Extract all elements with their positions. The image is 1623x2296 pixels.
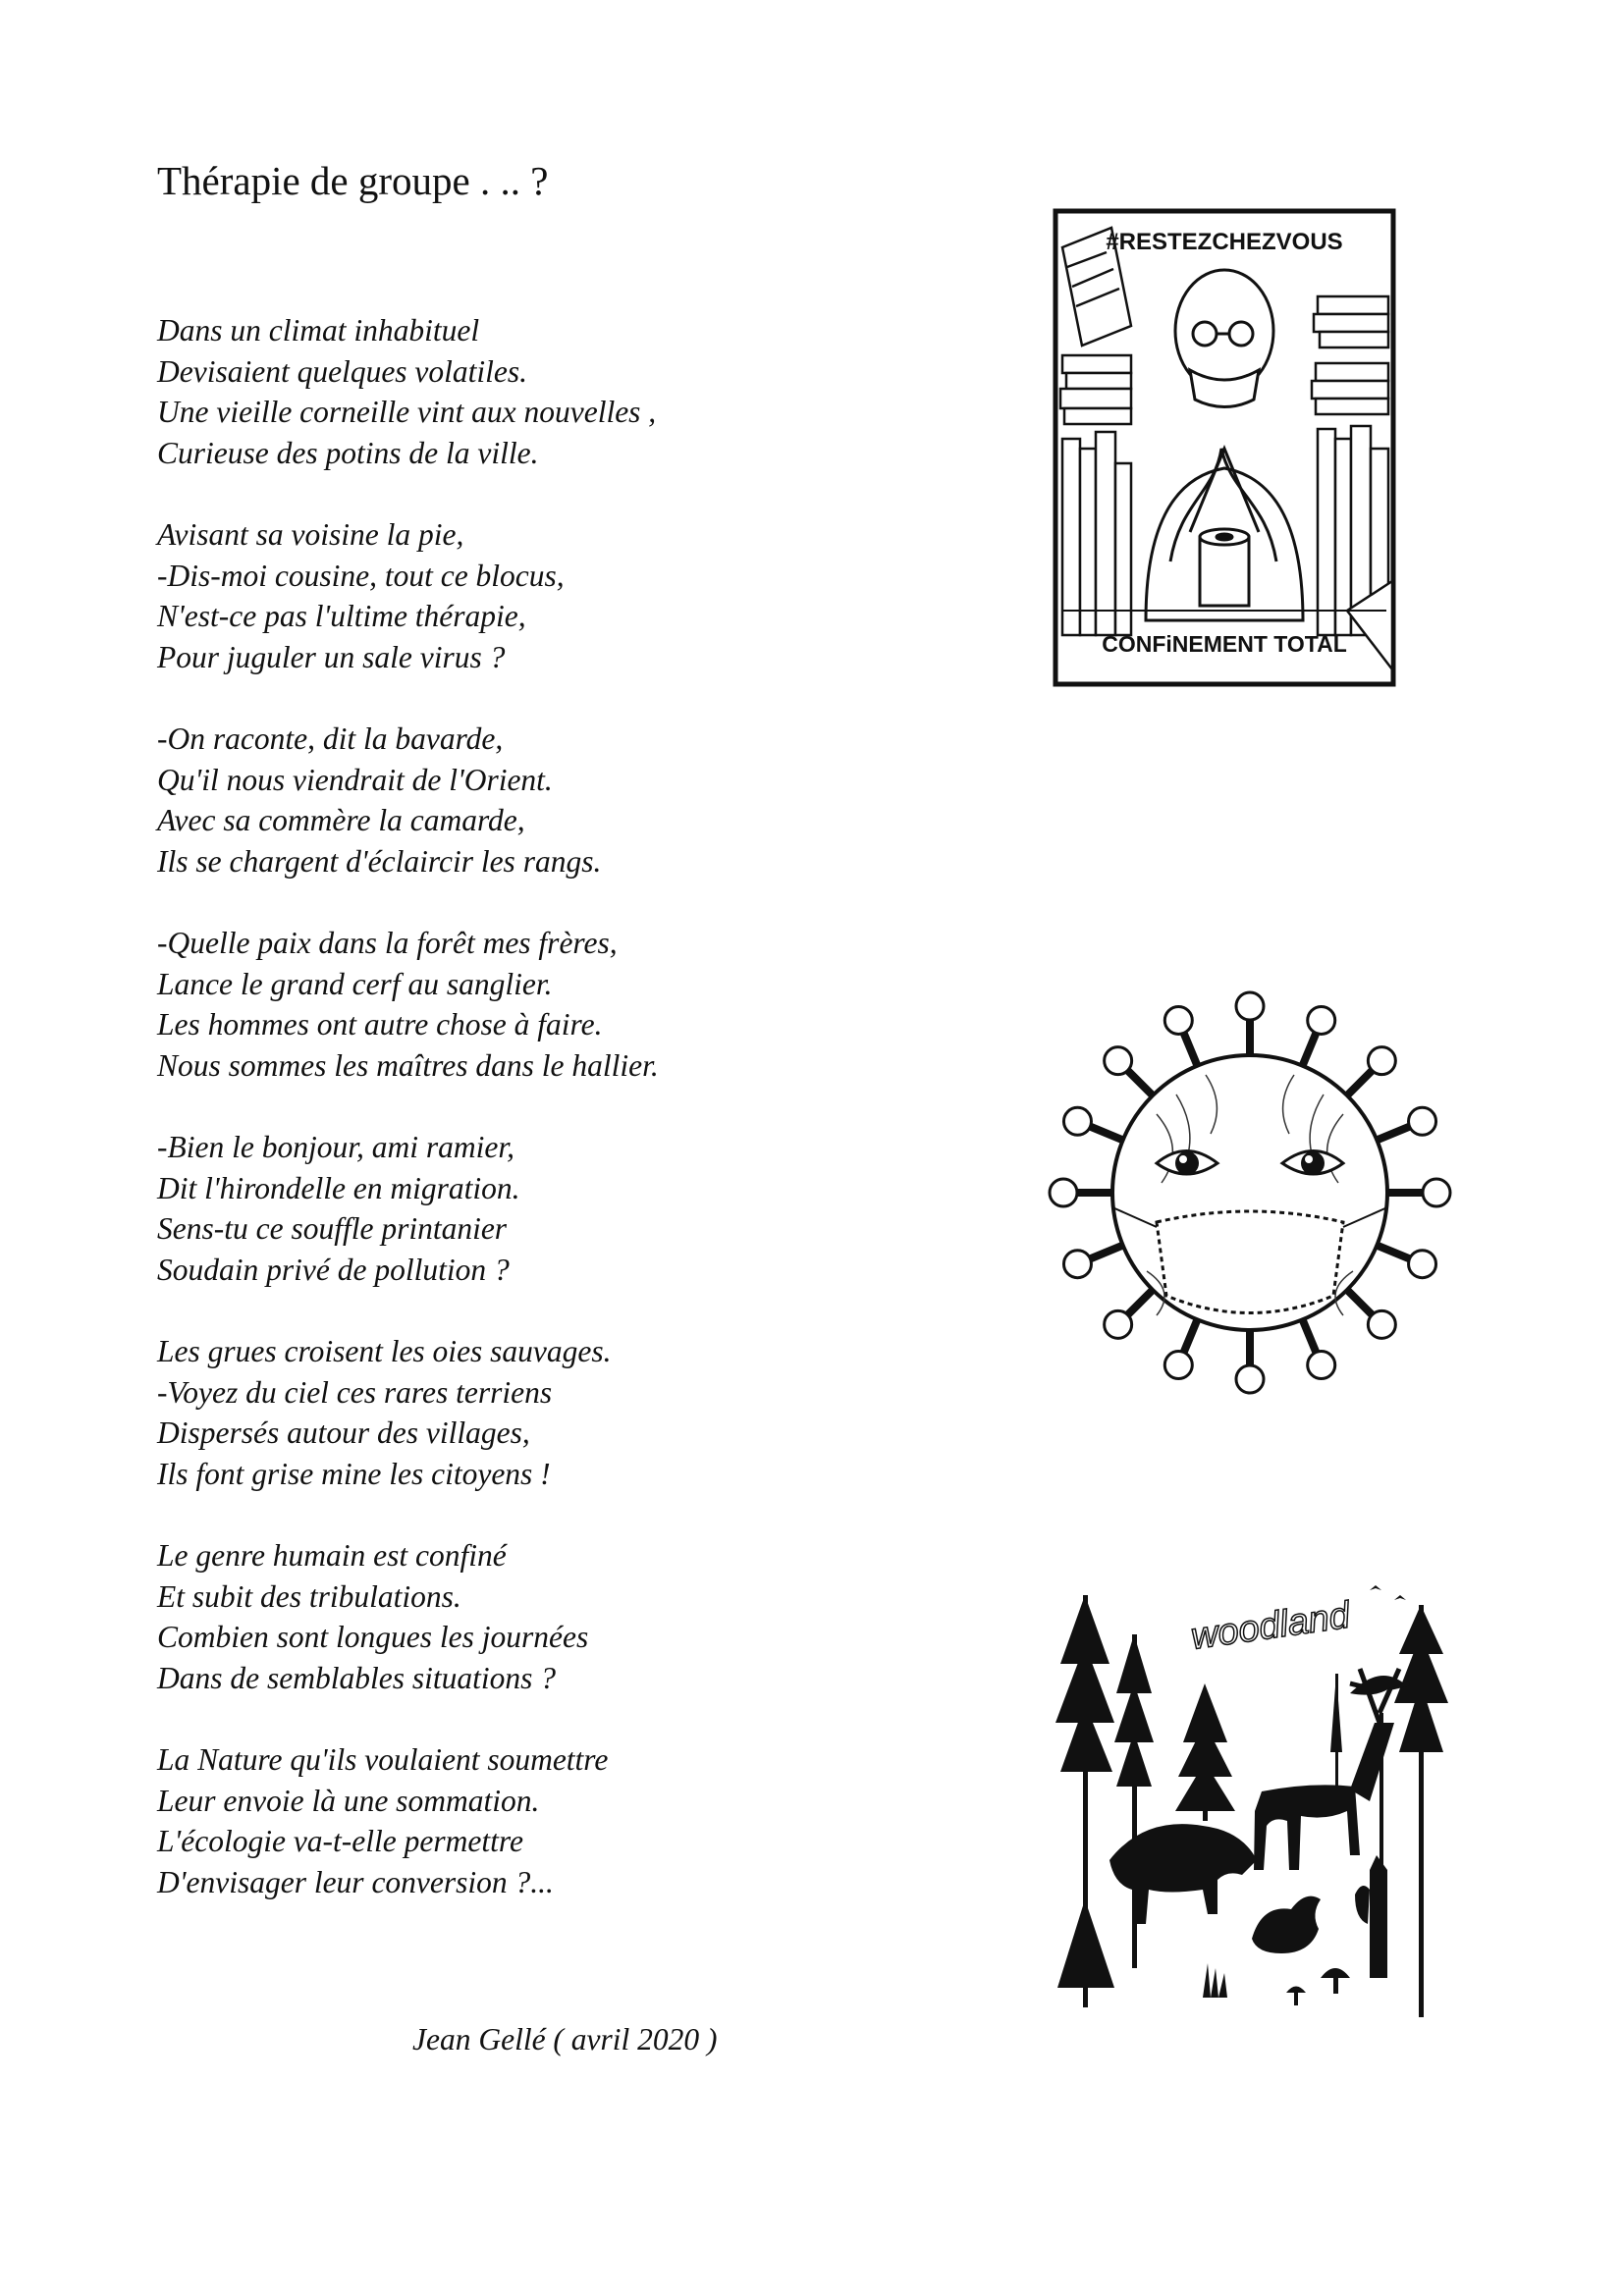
poem-line: Sens-tu ce souffle printanier (157, 1211, 508, 1246)
poem-line: Avisant sa voisine la pie, (157, 517, 464, 552)
poem-line: Avec sa commère la camarde, (157, 803, 525, 837)
poem-line: Dispersés autour des villages, (157, 1415, 530, 1450)
poem-stanza (157, 923, 1041, 1086)
poem-stanza (157, 1127, 1041, 1290)
poem-line: D'envisager leur conversion ?... (157, 1864, 554, 1899)
poem-line: Qu'il nous viendrait de l'Orient. (157, 762, 553, 797)
poem-line: Devisaient quelques volatiles. (157, 353, 528, 389)
poem-line: -On raconte, dit la bavarde, (157, 721, 504, 756)
poem-stanza (157, 310, 1041, 473)
woodland-label: woodland (1188, 1594, 1353, 1658)
poem-line: N'est-ce pas l'ultime thérapie, (157, 599, 526, 633)
poem-line: Nous sommes les maîtres dans le hallier. (157, 1047, 659, 1083)
poem-line: -Voyez du ciel ces rares terriens (157, 1374, 553, 1410)
poem-line: Pour juguler un sale virus ? (157, 639, 506, 674)
poem-line: Soudain privé de pollution ? (157, 1252, 510, 1287)
poem-line: Leur envoie là une sommation. (157, 1783, 540, 1818)
poem-line: Dans de semblables situations ? (157, 1660, 556, 1695)
poem-line: Dans un climat inhabituel (157, 313, 480, 347)
poem-stanza (157, 1535, 1041, 1698)
cartoon-bottom-caption: CONFiNEMENT TOTAL (1102, 631, 1347, 657)
poem-line: Ils se chargent d'éclaircir les rangs. (157, 843, 602, 879)
poem-line: Et subit des tribulations. (157, 1578, 461, 1614)
poem-line: Dit l'hirondelle en migration. (157, 1170, 520, 1205)
poem-line: Les hommes ont autre chose à faire. (157, 1007, 603, 1041)
poem-line: La Nature qu'ils voulaient soumettre (157, 1742, 609, 1777)
woodland-silhouettes-illustration (1055, 1575, 1463, 2022)
poem-body (157, 310, 1041, 1944)
poem-line: Les grues croisent les oies sauvages. (157, 1334, 612, 1368)
poem-line: Ils font grise mine les citoyens ! (157, 1456, 551, 1491)
poem-line: -Bien le bonjour, ami ramier, (157, 1130, 514, 1164)
cartoon-top-caption: #RESTEZCHEZVOUS (1106, 229, 1343, 255)
author-signature: Jean Gellé ( avril 2020 ) (412, 2022, 718, 2056)
poem-line: -Quelle paix dans la forêt mes frères, (157, 926, 618, 960)
poem-line: Combien sont longues les journées (157, 1620, 589, 1654)
masked-virus-illustration (1039, 977, 1461, 1409)
poem-line: Lance le grand cerf au sanglier. (157, 966, 553, 1001)
poem-stanza (157, 514, 1041, 677)
poem-line: Le genre humain est confiné (157, 1538, 507, 1573)
poem-line: Curieuse des potins de la ville. (157, 435, 539, 470)
poem-title: Thérapie de groupe . .. ? (157, 158, 549, 203)
poem-line: Une vieille corneille vint aux nouvelles , (157, 395, 657, 429)
poem-stanza (157, 1739, 1041, 1902)
poem-stanza (157, 719, 1041, 881)
poem-line: -Dis-moi cousine, tout ce blocus, (157, 558, 565, 593)
confinement-cartoon-illustration (1053, 208, 1396, 687)
poem-stanza (157, 1331, 1041, 1494)
poem-line: L'écologie va-t-elle permettre (157, 1824, 523, 1858)
